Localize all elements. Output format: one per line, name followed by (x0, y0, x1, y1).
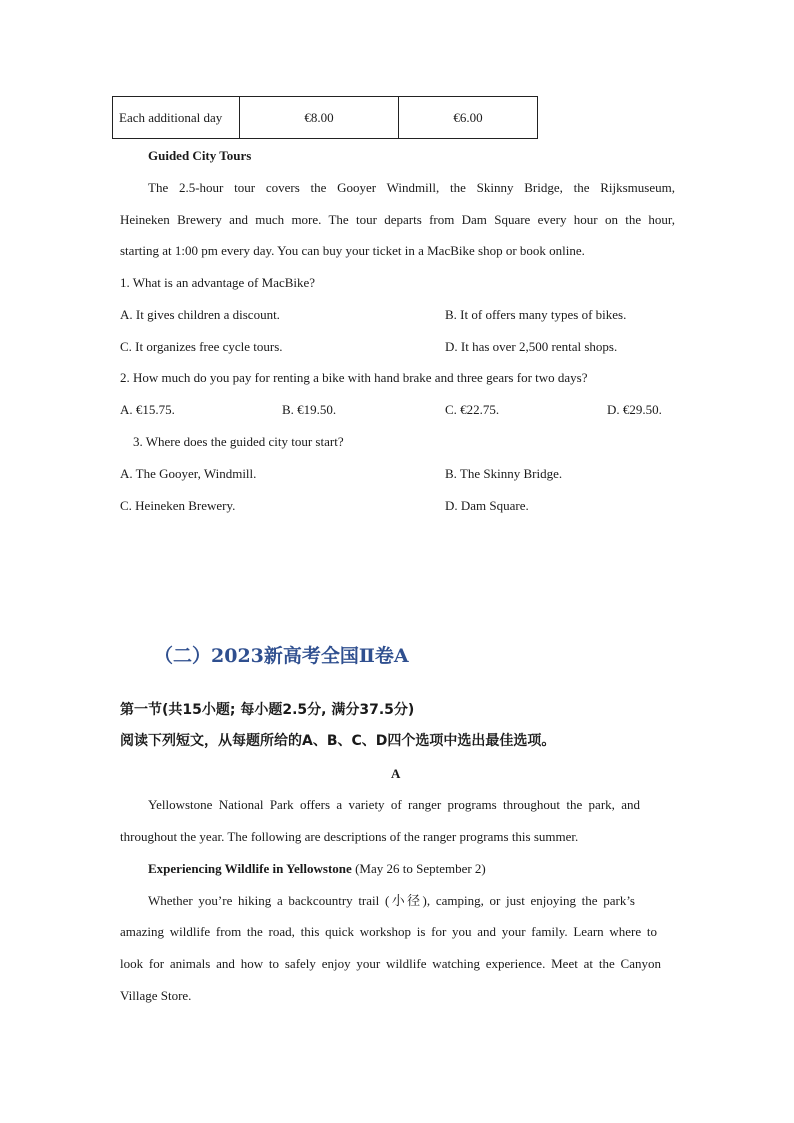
question-2-option-b: B. €19.50. (282, 402, 337, 417)
passage-intro-line-2: throughout the year. The following are descriptions of the ranger programs this summer. (120, 829, 579, 844)
question-3-option-d: D. Dam Square. (445, 498, 529, 513)
tours-heading: Guided City Tours (148, 148, 252, 163)
question-2-option-c: C. €22.75. (445, 402, 500, 417)
question-1-option-b: B. It of offers many types of bikes. (445, 307, 627, 322)
tours-paragraph-line-1: The 2.5-hour tour covers the Gooyer Windmill, the Skinny Bridge, the Rijksmuseum, (148, 180, 675, 195)
program-heading (148, 861, 486, 877)
program-description-line-4: Village Store. (120, 988, 192, 1003)
question-2-option-d: D. €29.50. (607, 402, 662, 417)
passage-label: A (391, 766, 401, 781)
program-description-line-1: Whether you’re hiking a backcountry trail (小径), camping, or just enjoying the park’s (148, 893, 635, 908)
program-description-line-2: amazing wildlife from the road, this quick workshop is for you and your family. Learn where to (120, 924, 657, 939)
price-cell-a: €8.00 (240, 97, 399, 139)
program-dates: (May 26 to September 2) (351, 861, 486, 876)
question-2-option-a: A. €15.75. (120, 402, 175, 417)
question-3-option-a: A. The Gooyer, Windmill. (120, 466, 257, 481)
question-2-stem: 2. How much do you pay for renting a bike with hand brake and three gears for two days? (120, 370, 588, 385)
question-3-stem: 3. Where does the guided city tour start? (133, 434, 344, 449)
program-title: Experiencing Wildlife in Yellowstone (148, 861, 352, 876)
question-1-option-c: C. It organizes free cycle tours. (120, 339, 283, 354)
tours-paragraph-line-3: starting at 1:00 pm every day. You can buy your ticket in a MacBike shop or book online. (120, 243, 585, 258)
passage-intro-line-1: Yellowstone National Park offers a variety of ranger programs throughout the park, and (148, 797, 640, 812)
question-3-option-c: C. Heineken Brewery. (120, 498, 236, 513)
question-1-stem: 1. What is an advantage of MacBike? (120, 275, 316, 290)
section-instruction-directions: 阅读下列短文，从每题所给的A、B、C、D四个选项中选出最佳选项。 (120, 733, 556, 749)
row-label-cell: Each additional day (113, 97, 240, 139)
question-1-option-a: A. It gives children a discount. (120, 307, 280, 322)
section-instruction-scoring: 第一节(共15小题; 每小题2.5分, 满分37.5分) (120, 702, 415, 718)
price-cell-b: €6.00 (399, 97, 538, 139)
tours-paragraph-line-2: Heineken Brewery and much more. The tour departs from Dam Square every hour on the hour, (120, 212, 675, 227)
section-heading: （二）2023新高考全国Ⅱ卷A (154, 645, 409, 667)
table-row (113, 97, 538, 139)
question-3-option-b: B. The Skinny Bridge. (445, 466, 563, 481)
rental-price-table (112, 96, 538, 139)
question-1-option-d: D. It has over 2,500 rental shops. (445, 339, 618, 354)
program-description-line-3: look for animals and how to safely enjoy your wildlife watching experience. Meet at the Canyon (120, 956, 661, 971)
